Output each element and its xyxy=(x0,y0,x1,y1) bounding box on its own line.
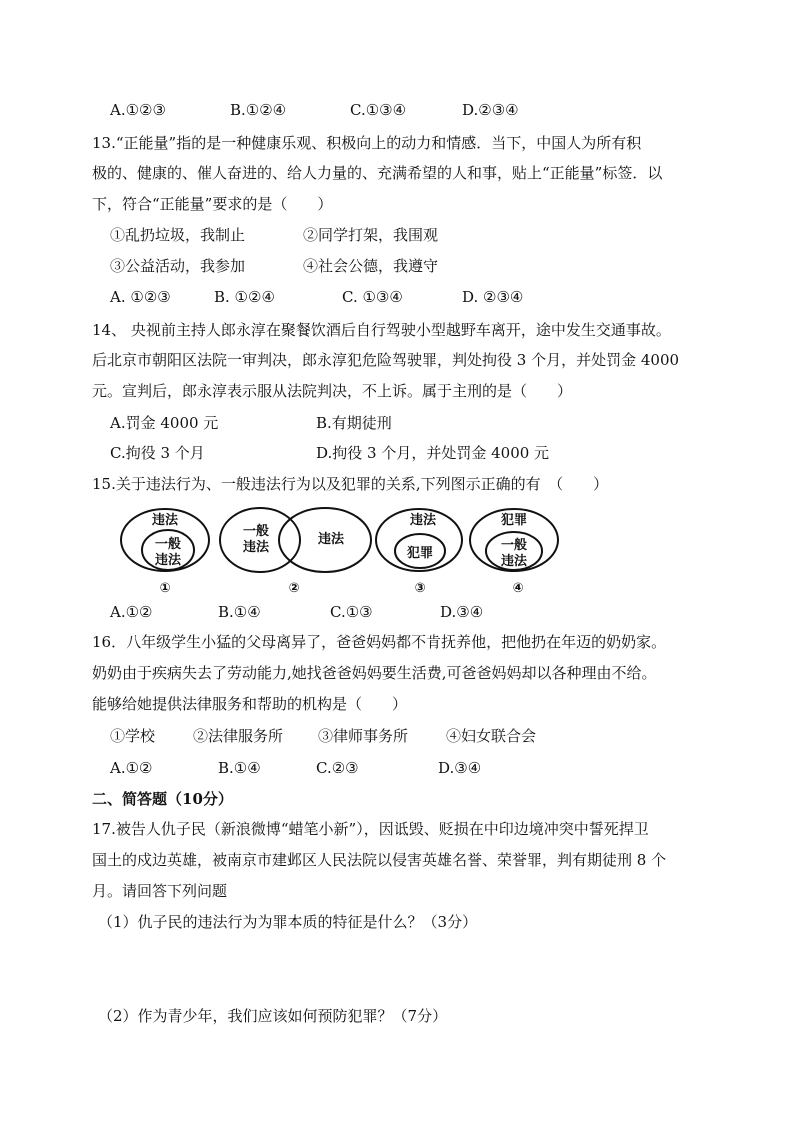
q13-option-c: C. ①③④ xyxy=(342,288,403,306)
diagram1-outer-label: 违法 xyxy=(151,513,179,528)
q16-option-c: C.②③ xyxy=(316,759,359,777)
q15-option-b: B.①④ xyxy=(218,603,261,621)
diagram2-left-label-1: 一般 xyxy=(242,524,270,539)
q16-line1: 16．八年级学生小猛的父母离异了，爸爸妈妈都不肯抚养他，把他扔在年迈的奶奶家。 xyxy=(92,633,667,651)
diagram4-inner-label-1: 一般 xyxy=(500,538,528,553)
q12-option-a: A.①②③ xyxy=(110,101,166,119)
q15-venn-diagrams xyxy=(118,505,568,597)
q14-line3: 元。宣判后，郎永淳表示服从法院判决，不上诉。属于主刑的是（ ） xyxy=(92,382,573,400)
q16-option-d: D.③④ xyxy=(438,759,482,777)
q16-line2: 奶奶由于疾病失去了劳动能力,她找爸爸妈妈要生活费,可爸爸妈妈却以各种理由不给。 xyxy=(92,664,657,682)
q14-line2: 后北京市朝阳区法院一审判决，郎永淳犯危险驾驶罪，判处拘役 3 个月，并处罚金 4000 xyxy=(92,351,680,369)
diagram3-outer-label: 违法 xyxy=(409,513,437,528)
q13-option-a: A. ①②③ xyxy=(110,288,171,306)
q16-option-b: B.①④ xyxy=(218,759,261,777)
q13-item-1: ①乱扔垃圾，我制止 xyxy=(110,226,246,244)
q16-item-1: ①学校 xyxy=(110,727,156,745)
q13-line3: 下，符合“正能量”要求的是（ ） xyxy=(92,195,333,213)
section2-heading: 二、简答题（10分） xyxy=(92,790,233,808)
q14-option-b: B.有期徒刑 xyxy=(316,414,392,432)
q17-line2: 国土的戍边英雄，被南京市建邺区人民法院以侵害英雄名誉、荣誉罪，判有期徒刑 8 个 xyxy=(92,851,667,869)
q15-option-a: A.①② xyxy=(110,603,153,621)
q14-option-d: D.拘役 3 个月，并处罚金 4000 元 xyxy=(316,444,550,462)
q13-item-2: ②同学打架，我围观 xyxy=(303,226,439,244)
diagram1-inner-label-2: 违法 xyxy=(154,553,182,568)
q15-line1: 15.关于违法行为、一般违法行为以及犯罪的关系,下列图示正确的有 （ ） xyxy=(92,475,609,493)
q17-subquestion-2: （2）作为青少年，我们应该如何预防犯罪？（7分） xyxy=(98,1007,448,1025)
q14-line1: 14、 央视前主持人郎永淳在聚餐饮酒后自行驾驶小型越野车离开，途中发生交通事故。 xyxy=(92,321,671,339)
q16-line3: 能够给她提供法律服务和帮助的机构是（ ） xyxy=(92,695,408,713)
q17-subquestion-1: （1）仇子民的违法行为为罪本质的特征是什么？（3分） xyxy=(98,913,478,931)
q16-item-2: ②法律服务所 xyxy=(193,727,284,745)
q16-option-a: A.①② xyxy=(110,759,153,777)
q16-item-3: ③律师事务所 xyxy=(318,727,409,745)
diagram2-right-label: 违法 xyxy=(317,532,345,547)
diagram4-inner-label-2: 违法 xyxy=(500,554,528,569)
q16-item-4: ④妇女联合会 xyxy=(446,727,537,745)
q13-line1: 13.“正能量”指的是一种健康乐观、积极向上的动力和情感．当下，中国人为所有积 xyxy=(92,134,642,152)
diagram3-number: ③ xyxy=(414,581,426,596)
q14-option-a: A.罚金 4000 元 xyxy=(110,414,219,432)
q13-line2: 极的、健康的、催人奋进的、给人力量的、充满希望的人和事，贴上“正能量”标签．以 xyxy=(92,164,663,182)
q15-option-d: D.③④ xyxy=(440,603,484,621)
q14-option-c: C.拘役 3 个月 xyxy=(110,444,205,462)
q12-option-d: D.②③④ xyxy=(462,101,519,119)
diagram1-number: ① xyxy=(159,581,171,596)
q13-item-3: ③公益活动，我参加 xyxy=(110,257,246,275)
diagram4-number: ④ xyxy=(512,581,524,596)
q15-option-c: C.①③ xyxy=(330,603,373,621)
diagram2-left-label-2: 违法 xyxy=(242,540,270,555)
diagram1-inner-label-1: 一般 xyxy=(154,537,182,552)
q12-option-b: B.①②④ xyxy=(230,101,287,119)
q17-line1: 17.被告人仇子民（新浪微博“蜡笔小新”），因诋毁、贬损在中印边境冲突中誓死捍卫 xyxy=(92,820,649,838)
diagram2-number: ② xyxy=(288,581,300,596)
q12-option-c: C.①③④ xyxy=(350,101,407,119)
diagram4-outer-label: 犯罪 xyxy=(500,513,528,528)
q13-option-b: B. ①②④ xyxy=(214,288,275,306)
q13-item-4: ④社会公德，我遵守 xyxy=(303,257,439,275)
q17-line3: 月。请回答下列问题 xyxy=(92,882,228,900)
q13-option-d: D. ②③④ xyxy=(462,288,524,306)
diagram3-inner-label: 犯罪 xyxy=(406,546,434,561)
